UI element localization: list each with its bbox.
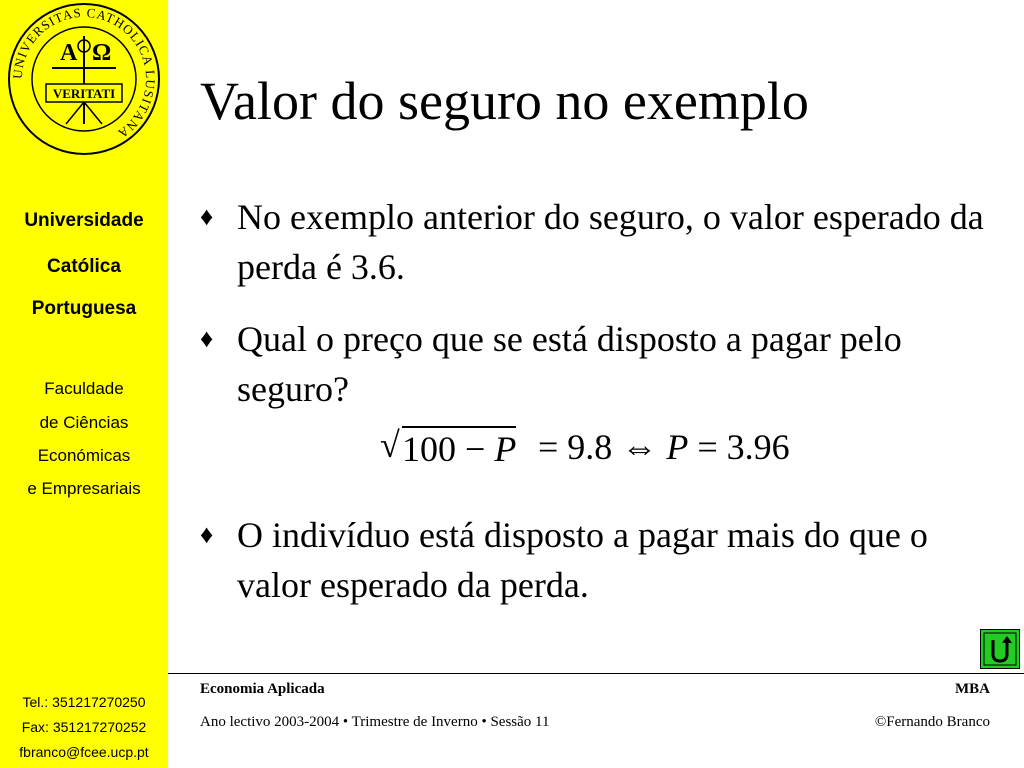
diamond-bullet-icon: ♦ [200, 324, 214, 353]
formula-var: P [494, 429, 517, 469]
formula-minus: − [465, 429, 486, 469]
formula-var-2: P [666, 427, 689, 467]
return-button[interactable] [980, 629, 1020, 669]
university-name-line-1: Universidade [24, 210, 144, 231]
contact-fax: Fax: 351217270252 [21, 719, 147, 735]
bullet-text: O indivíduo está disposto a pagar mais do que o valor esperado da perda. [237, 515, 928, 605]
diamond-bullet-icon: ♦ [200, 520, 214, 549]
footer-author: ©Fernando Branco [874, 714, 990, 730]
contact-email: fbranco@fcee.ucp.pt [19, 744, 149, 760]
bullet-text: No exemplo anterior do seguro, o valor esperado da perda é 3.6. [237, 197, 984, 287]
formula-eq2: = 3.96 [697, 427, 790, 467]
bullet-item [200, 192, 1000, 292]
sqrt-symbol: √ [380, 425, 400, 465]
faculty-line-2: de Ciências [39, 413, 129, 432]
bullet-item [200, 510, 1000, 610]
logo-ring-text: UNIVERSITAS CATHOLICA LUSITANA [9, 4, 159, 142]
university-name-line-3: Portuguesa [31, 298, 137, 319]
iff-symbol: ⇔ [621, 427, 658, 467]
footer-divider [168, 673, 1024, 674]
svg-text:A: A [60, 40, 78, 66]
return-arrow-icon [981, 630, 1019, 668]
formula-radicand [402, 426, 516, 470]
faculty-line-4: e Empresariais [27, 479, 141, 498]
faculty-line-3: Económicas [37, 446, 131, 465]
sidebar [0, 0, 168, 768]
contact-phone: Tel.: 351217270250 [22, 694, 146, 710]
faculty-line-1: Faculdade [44, 379, 124, 398]
formula-eq1: = 9.8 [538, 427, 613, 467]
logo-center-text: VERITATI [52, 86, 116, 101]
formula-rest [538, 426, 790, 468]
university-logo [0, 0, 168, 158]
bullet-text: Qual o preço que se está disposto a pagar pelo seguro? [237, 319, 902, 409]
footer-session: Ano lectivo 2003-2004 • Trimestre de Inverno • Sessão 11 [200, 714, 550, 730]
svg-text:Ω: Ω [92, 40, 112, 66]
slide-title: Valor do seguro no exemplo [200, 71, 809, 131]
formula-number: 100 [402, 429, 456, 469]
ucp-seal-logo-icon [6, 2, 162, 156]
diamond-bullet-icon: ♦ [200, 202, 214, 231]
bullet-item [200, 314, 1000, 414]
footer-course: Economia Aplicada [200, 681, 325, 697]
footer-program: MBA [955, 681, 990, 697]
university-name-line-2: Católica [47, 256, 121, 277]
